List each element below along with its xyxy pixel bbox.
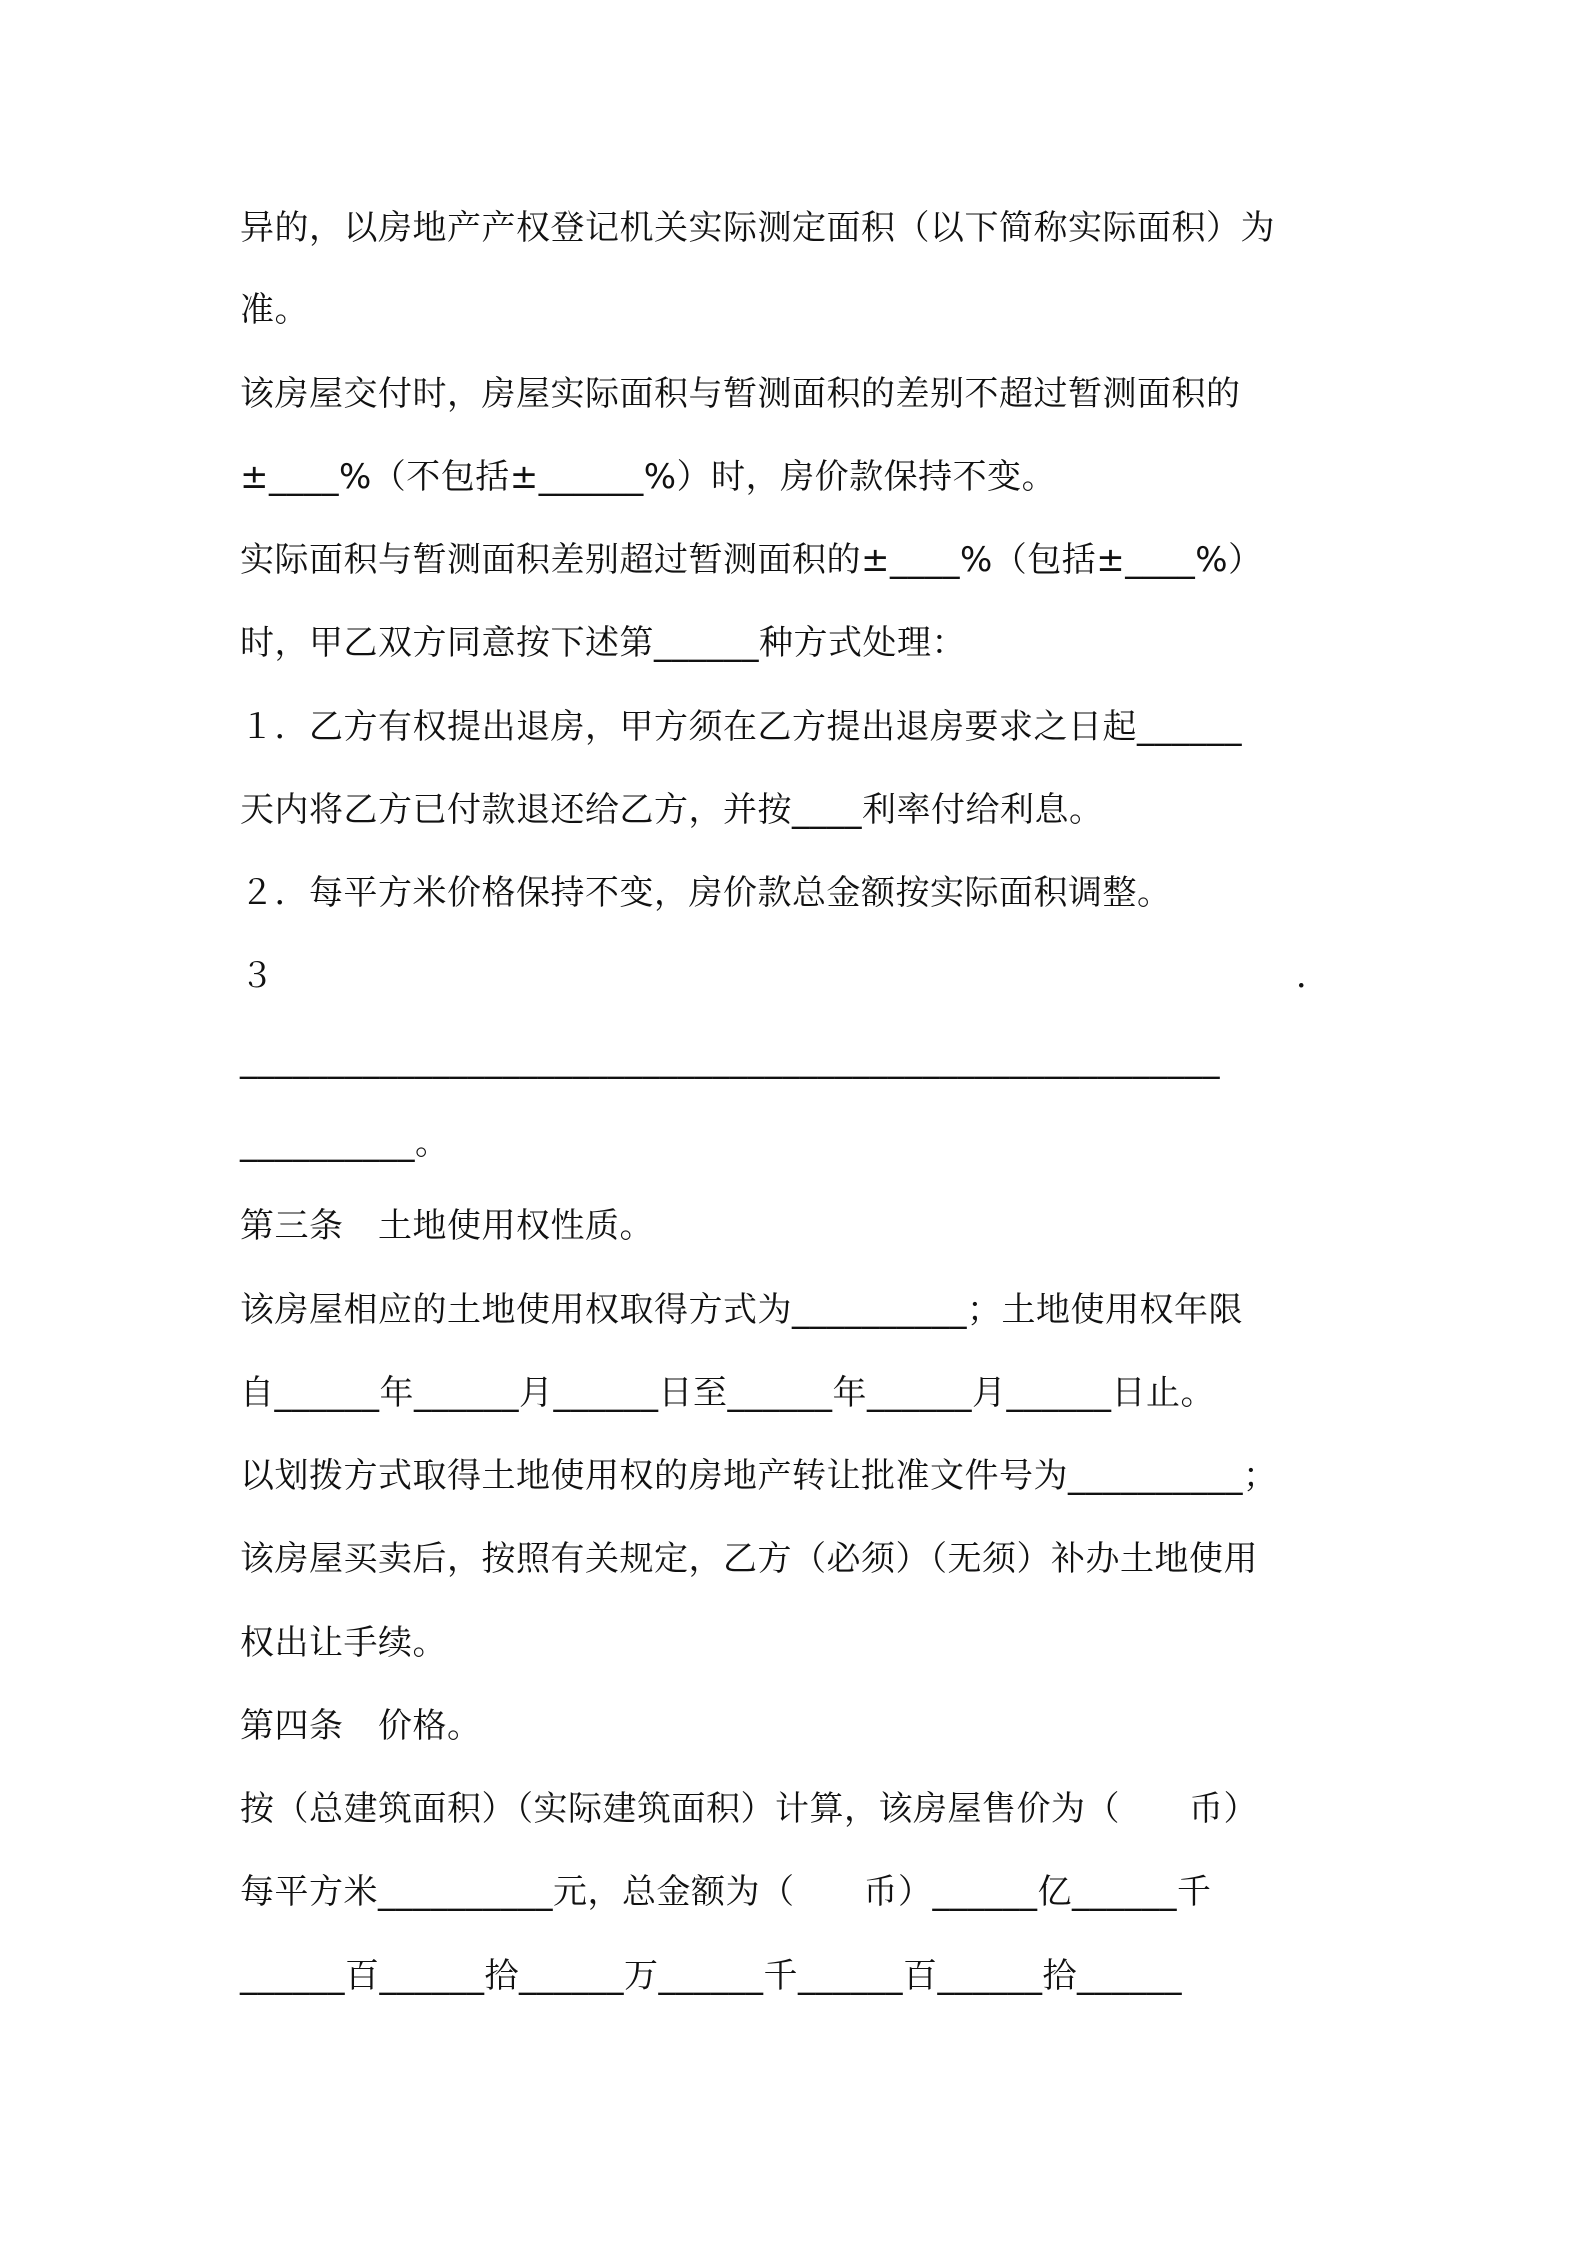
clause-item-3-dot: ．: [1296, 956, 1330, 996]
clause-item-2: ２．每平方米价格保持不变，房价款总金额按实际面积调整。: [240, 873, 1172, 913]
text-line-land-1: 该房屋相应的土地使用权取得方式为__________；土地使用权年限: [240, 1290, 1243, 1330]
text-line-land-2: 自______年______月______日至______年______月______日止。: [240, 1373, 1215, 1413]
text-line-price-2: 每平方米__________元，总金额为（ 币）______亿______千: [240, 1872, 1212, 1912]
clause-item-3-number: ３: [240, 956, 274, 996]
text-line-4: ±____%（不包括±______%）时，房价款保持不变。: [240, 457, 1057, 497]
text-line-6: 时，甲乙双方同意按下述第______种方式处理：: [240, 623, 966, 663]
blank-fill-line: ________________________________________________________: [240, 1040, 1220, 1080]
blank-fill-line-end: __________。: [240, 1123, 450, 1163]
text-line-price-1: 按（总建筑面积）（实际建筑面积）计算，该房屋售价为（ 币）: [240, 1789, 1258, 1829]
text-line-price-3: ______百______拾______万______千______百______拾______: [240, 1956, 1182, 1996]
text-line-land-5: 权出让手续。: [240, 1623, 447, 1663]
text-line-1: 异的，以房地产产权登记机关实际测定面积（以下简称实际面积）为: [240, 208, 1275, 248]
text-line-5: 实际面积与暂测面积差别超过暂测面积的±____%（包括±____%）: [240, 540, 1263, 580]
clause-item-3-header: [240, 956, 1330, 996]
text-line-2: 准。: [240, 290, 309, 330]
text-line-land-4: 该房屋买卖后，按照有关规定，乙方（必须）（无须）补办土地使用: [240, 1539, 1258, 1579]
text-line-3: 该房屋交付时，房屋实际面积与暂测面积的差别不超过暂测面积的: [240, 374, 1241, 414]
text-line-land-3: 以划拨方式取得土地使用权的房地产转让批准文件号为__________；: [240, 1456, 1278, 1496]
article-4-heading: 第四条 价格。: [240, 1706, 482, 1746]
article-3-heading: 第三条 土地使用权性质。: [240, 1206, 654, 1246]
clause-item-1-line-1: １．乙方有权提出退房，甲方须在乙方提出退房要求之日起______: [240, 707, 1242, 747]
clause-item-1-line-2: 天内将乙方已付款退还给乙方，并按____利率付给利息。: [240, 790, 1104, 830]
